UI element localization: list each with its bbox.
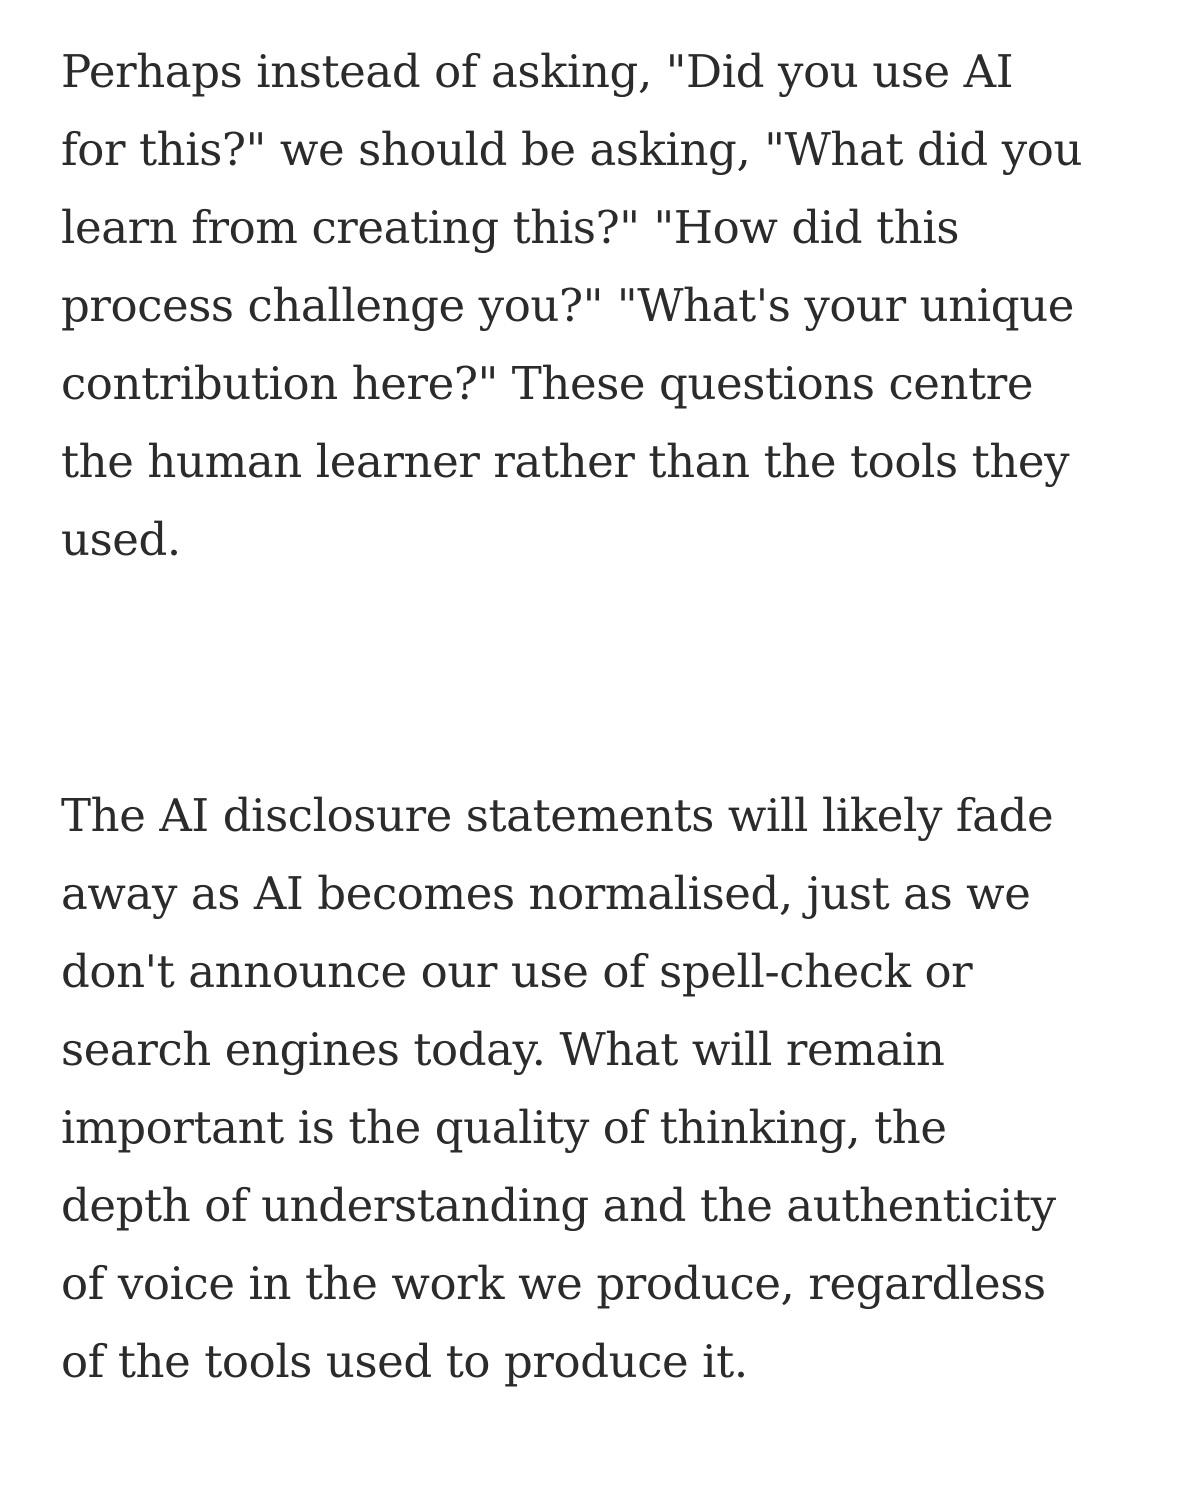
paragraph-line: process challenge you?" "What's your unique <box>61 279 1075 332</box>
paragraph-line: The AI disclosure statements will likely fade <box>61 789 1054 842</box>
paragraph-line: contribution here?" These questions centre <box>61 357 1034 410</box>
paragraph-line: away as AI becomes normalised, just as we <box>61 867 1031 920</box>
paragraph-line: used. <box>61 513 181 566</box>
paragraph-line: learn from creating this?" "How did this <box>61 201 960 254</box>
paragraph-line: important is the quality of thinking, the <box>61 1101 947 1154</box>
paragraph-line: Perhaps instead of asking, "Did you use AI <box>61 45 1014 98</box>
paragraph-questions <box>61 33 1082 579</box>
paragraph-line: depth of understanding and the authenticity <box>61 1179 1056 1232</box>
paragraph-line: for this?" we should be asking, "What did you <box>61 123 1083 176</box>
paragraph-line: of voice in the work we produce, regardless <box>61 1257 1046 1310</box>
paragraph-line: of the tools used to produce it. <box>61 1335 748 1388</box>
paragraph-disclosure <box>61 777 1056 1401</box>
paragraph-line: the human learner rather than the tools they <box>61 435 1070 488</box>
paragraph-line: don't announce our use of spell-check or <box>61 945 973 998</box>
paragraph-line: search engines today. What will remain <box>61 1023 945 1076</box>
